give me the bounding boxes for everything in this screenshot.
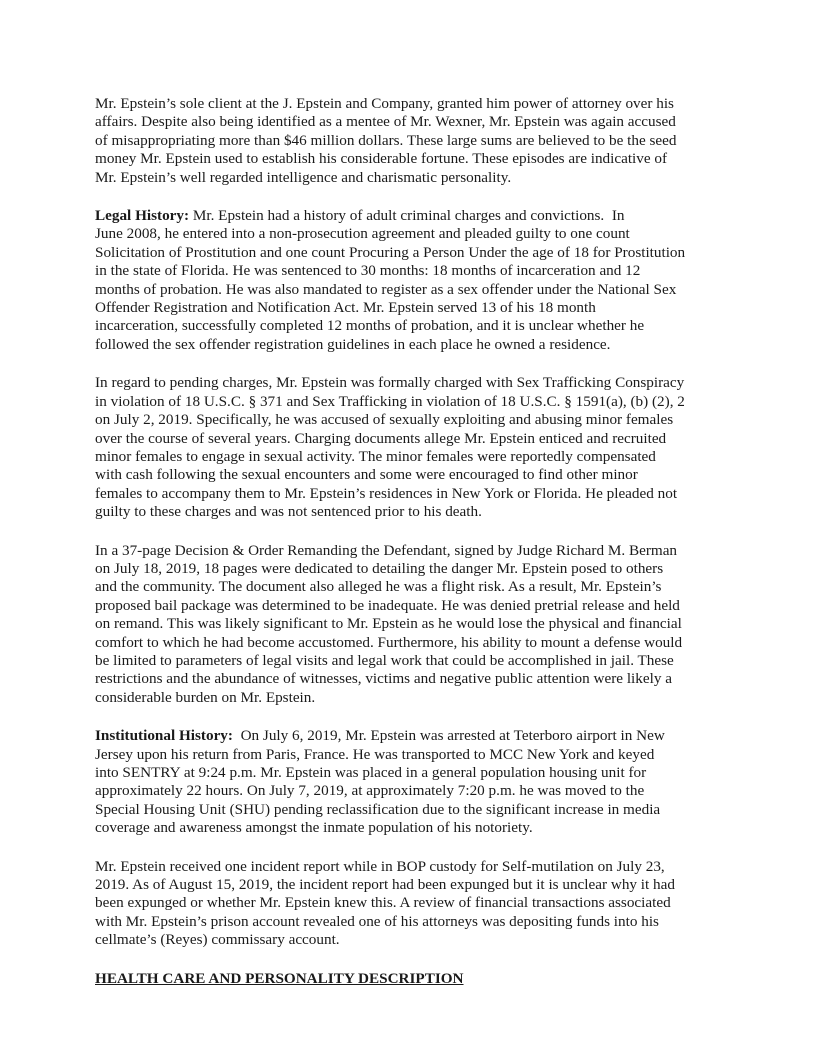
- text-line: June 2008, he entered into a non-prosecution agreement and pleaded guilty to one count: [95, 225, 630, 243]
- paragraph-legal-history: [95, 207, 725, 354]
- paragraph-pending-charges: [95, 374, 725, 521]
- text-line: cellmate’s (Reyes) commissary account.: [95, 931, 340, 949]
- institutional-history-label: Institutional History:: [95, 727, 233, 745]
- text-line: affairs. Despite also being identified as a mentee of Mr. Wexner, Mr. Epstein was again accused: [95, 113, 676, 131]
- document-page: [95, 95, 725, 988]
- text-line: in the state of Florida. He was sentenced to 30 months: 18 months of incarceration and 12: [95, 262, 641, 280]
- paragraph-incident-report: [95, 858, 725, 950]
- text-line: on remand. This was likely significant to Mr. Epstein as he would lose the physical and financial: [95, 615, 682, 633]
- text-line: and the community. The document also alleged he was a flight risk. As a result, Mr. Epstein’s: [95, 578, 662, 596]
- text-line-rest: On July 6, 2019, Mr. Epstein was arrested at Teterboro airport in New: [232, 727, 665, 745]
- text-line-rest: Mr. Epstein had a history of adult criminal charges and convictions. In: [189, 207, 625, 225]
- text-line: restrictions and the abundance of witnesses, victims and negative public attention were likely a: [95, 670, 672, 688]
- paragraph-background: [95, 95, 725, 187]
- paragraph-remand-order: [95, 542, 725, 708]
- text-line: been expunged or whether Mr. Epstein knew this. A review of financial transactions associated: [95, 894, 671, 912]
- text-line: months of probation. He was also mandated to register as a sex offender under the National Sex: [95, 280, 677, 298]
- text-line: Solicitation of Prostitution and one count Procuring a Person Under the age of 18 for Prostitution: [95, 243, 686, 261]
- text-line: minor females to engage in sexual activity. The minor females were reportedly compensated: [95, 447, 656, 465]
- text-line: comfort to which he had become accustomed. Furthermore, his ability to mount a defense would: [95, 633, 683, 651]
- text-line: [95, 727, 725, 745]
- text-line: Special Housing Unit (SHU) pending reclassification due to the significant increase in media: [95, 800, 661, 818]
- text-line: [95, 207, 725, 225]
- paragraph-institutional-history: [95, 727, 725, 837]
- section-heading-health-care: HEALTH CARE AND PERSONALITY DESCRIPTION: [95, 969, 464, 987]
- text-line: guilty to these charges and was not sentenced prior to his death.: [95, 503, 482, 521]
- text-line: Jersey upon his return from Paris, France. He was transported to MCC New York and keyed: [95, 745, 655, 763]
- text-line: in violation of 18 U.S.C. § 371 and Sex Trafficking in violation of 18 U.S.C. § 1591(a), (b) (2), 2: [95, 392, 685, 410]
- text-line: Mr. Epstein’s sole client at the J. Epstein and Company, granted him power of attorney over his: [95, 95, 674, 112]
- text-line: money Mr. Epstein used to establish his considerable fortune. These episodes are indicative of: [95, 150, 668, 168]
- text-line: over the course of several years. Charging documents allege Mr. Epstein enticed and recruited: [95, 429, 667, 447]
- text-line: Mr. Epstein’s well regarded intelligence and charismatic personality.: [95, 168, 512, 186]
- text-line: with Mr. Epstein’s prison account revealed one of his attorneys was depositing funds into his: [95, 912, 659, 930]
- text-line: In regard to pending charges, Mr. Epstein was formally charged with Sex Trafficking Conspiracy: [95, 374, 685, 392]
- text-line: incarceration, successfully completed 12 months of probation, and it is unclear whether he: [95, 317, 645, 335]
- text-line: with cash following the sexual encounters and some were encouraged to find other minor: [95, 466, 638, 484]
- text-line: of misappropriating more than $46 million dollars. These large sums are believed to be the seed: [95, 131, 677, 149]
- text-line: Offender Registration and Notification Act. Mr. Epstein served 13 of his 18 month: [95, 299, 596, 317]
- text-line: proposed bail package was determined to be inadequate. He was denied pretrial release and held: [95, 596, 680, 614]
- text-line: Mr. Epstein received one incident report while in BOP custody for Self-mutilation on July 23,: [95, 857, 665, 875]
- text-line: into SENTRY at 9:24 p.m. Mr. Epstein was placed in a general population housing unit for: [95, 764, 647, 781]
- text-line: followed the sex offender registration guidelines in each place he owned a residence.: [95, 335, 611, 353]
- text-line: on July 2, 2019. Specifically, he was accused of sexually exploiting and abusing minor females: [95, 411, 674, 429]
- text-line: be limited to parameters of legal visits and legal work that could be accomplished in jail. These: [95, 651, 674, 669]
- text-line: In a 37-page Decision & Order Remanding the Defendant, signed by Judge Richard M. Berman: [95, 541, 678, 559]
- text-line: coverage and awareness amongst the inmate population of his notoriety.: [95, 819, 533, 837]
- text-line: females to accompany them to Mr. Epstein’s residences in New York or Florida. He pleaded not: [95, 484, 678, 502]
- text-line: on July 18, 2019, 18 pages were dedicated to detailing the danger Mr. Epstein posed to others: [95, 559, 664, 577]
- text-line: approximately 22 hours. On July 7, 2019, at approximately 7:20 p.m. he was moved to the: [95, 782, 645, 800]
- legal-history-label: Legal History:: [95, 207, 190, 225]
- text-line: 2019. As of August 15, 2019, the incident report had been expunged but it is unclear why it had: [95, 876, 675, 894]
- text-line: considerable burden on Mr. Epstein.: [95, 688, 316, 706]
